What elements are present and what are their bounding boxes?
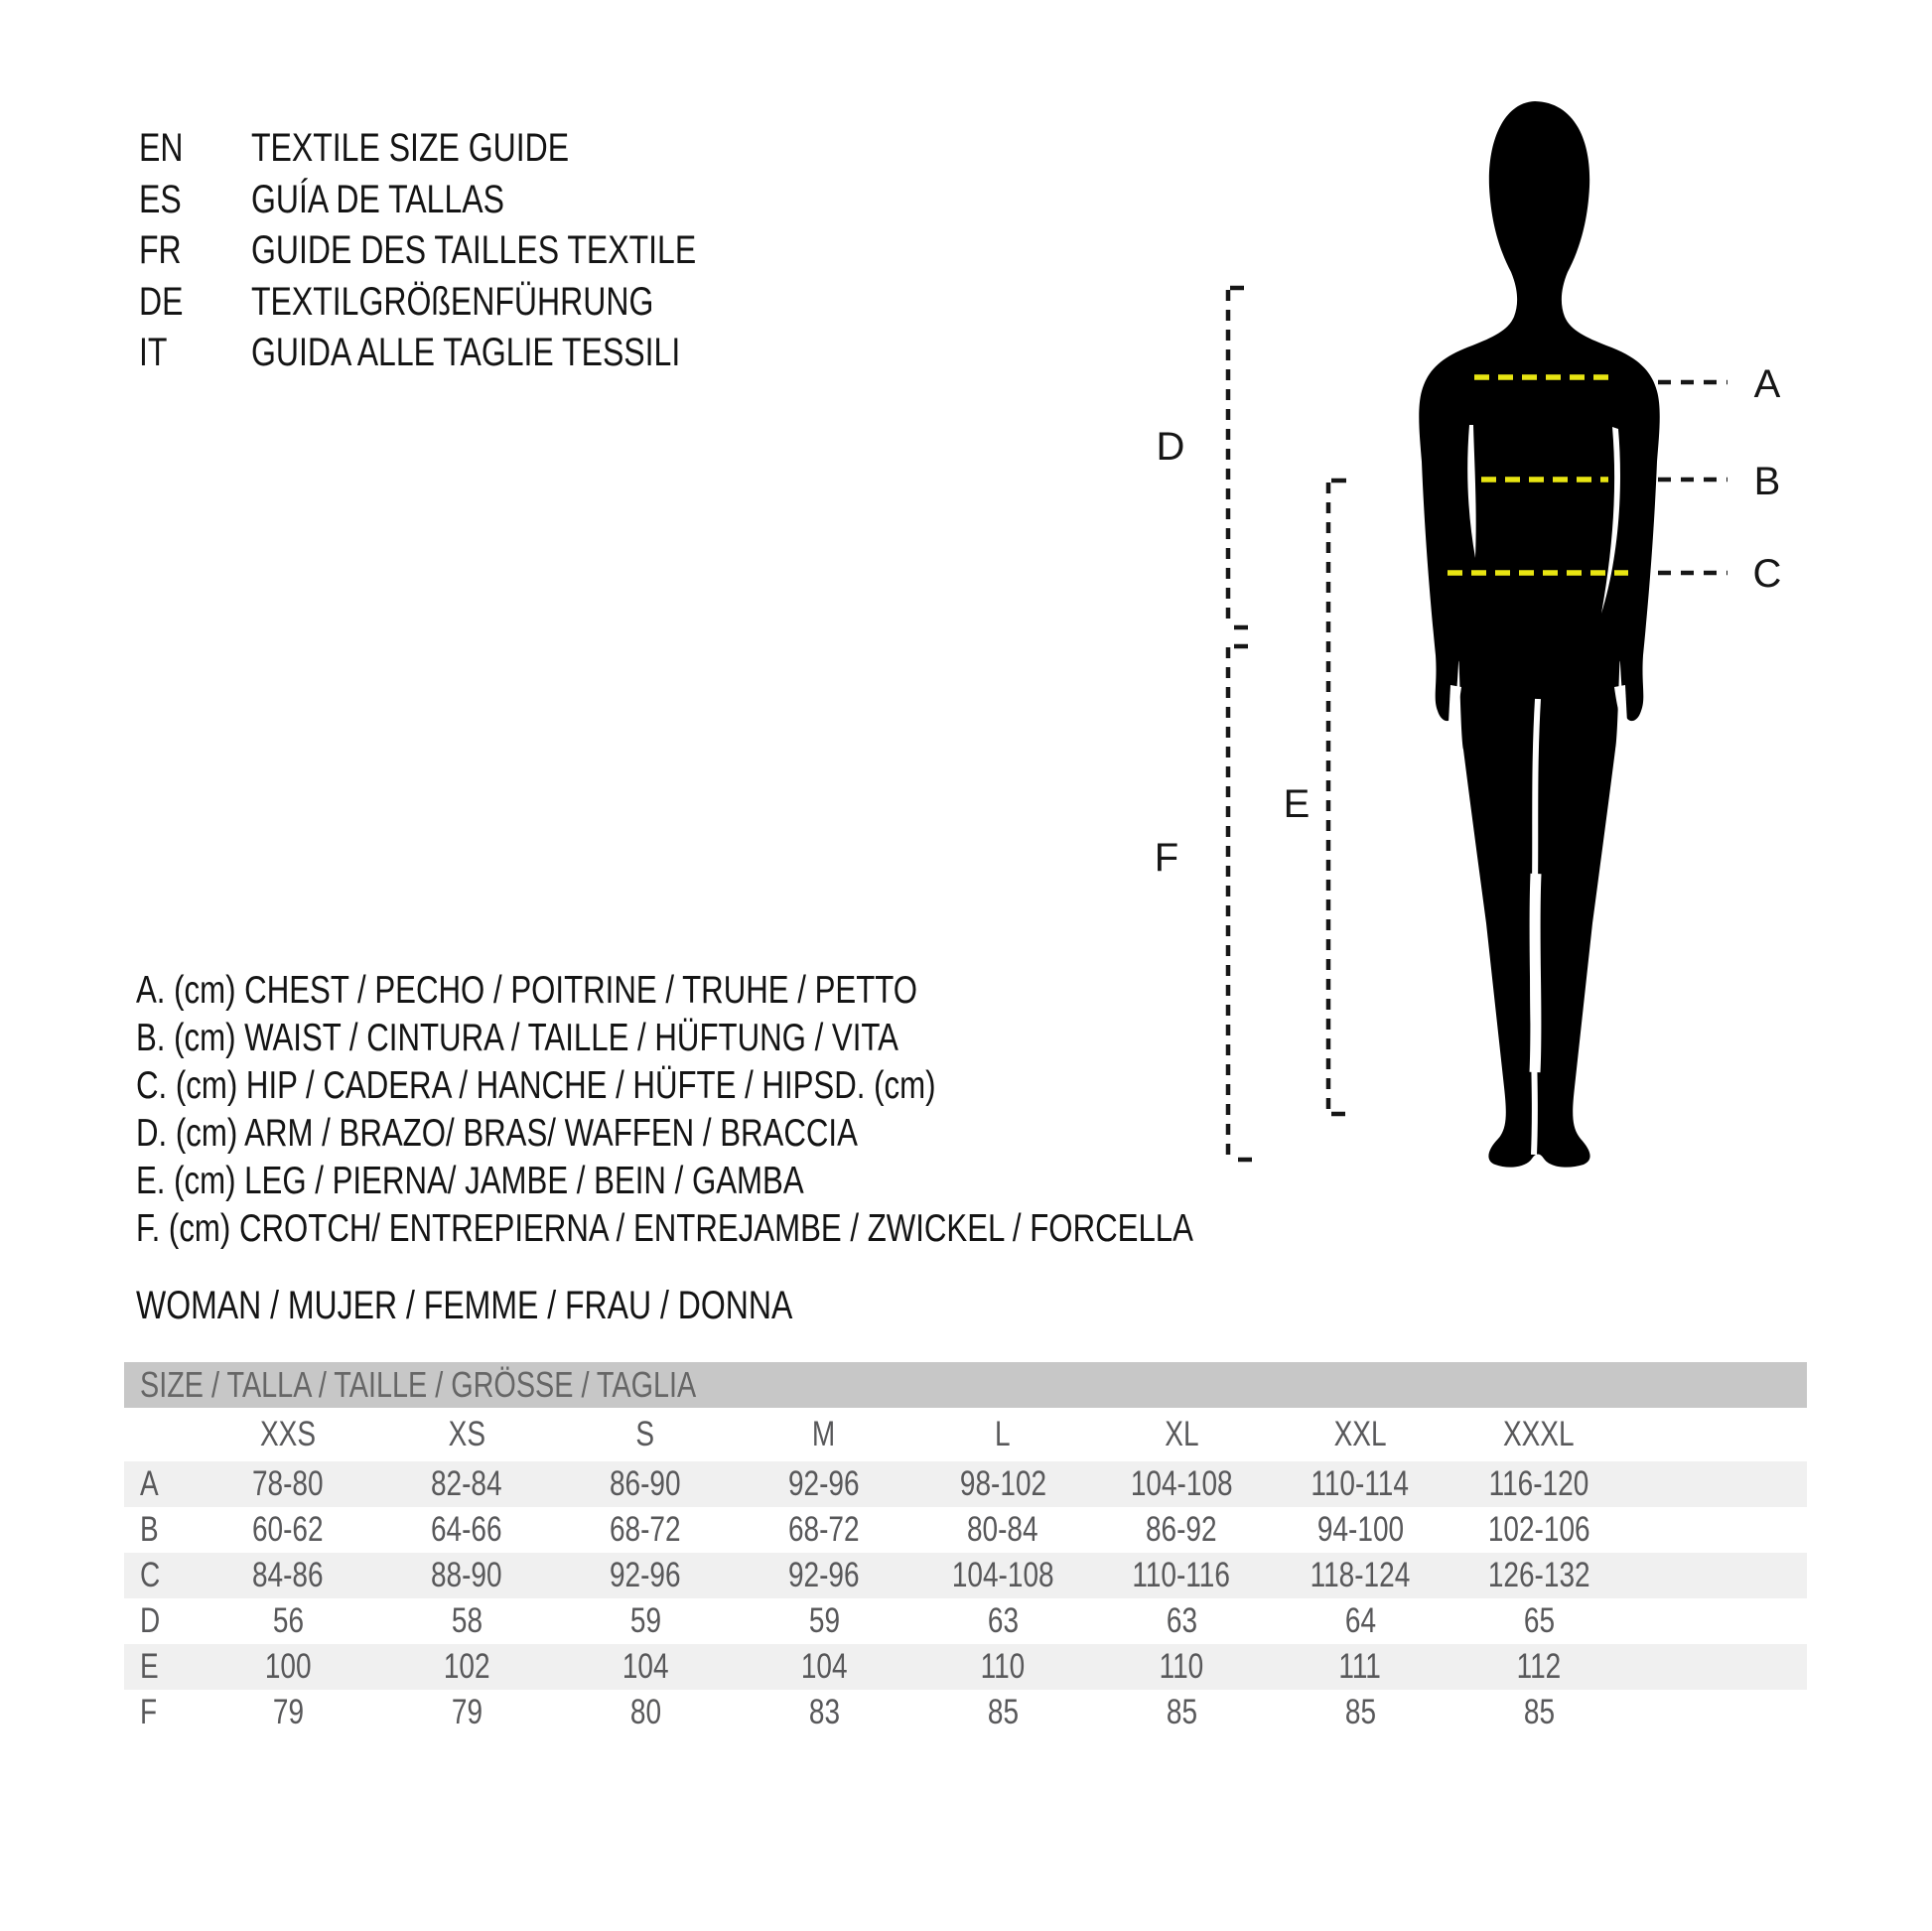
cell: 104 (800, 1647, 848, 1686)
lang-code: ES (139, 177, 182, 221)
cell: 110 (980, 1647, 1026, 1686)
leg-gap-wide (1535, 874, 1536, 1072)
cell: 92-96 (610, 1556, 681, 1594)
lang-code: IT (139, 331, 168, 374)
cell: 63 (987, 1601, 1019, 1640)
cell: 60-62 (252, 1510, 324, 1549)
measurement-legend (136, 967, 1457, 1253)
gender-heading: WOMAN / MUJER / FEMME / FRAU / DONNA (136, 1284, 793, 1327)
size-header-row (124, 1408, 1807, 1461)
col-header-m: M (812, 1415, 836, 1453)
cell: 102 (443, 1647, 490, 1686)
legend-line-c: C. (cm) HIP / CADERA / HANCHE / HÜFTE / HIPSD. (cm) (136, 1064, 936, 1107)
col-header-l: L (995, 1415, 1011, 1453)
label-chest: A (1753, 362, 1781, 406)
cell: 111 (1338, 1647, 1382, 1686)
label-crotch: F (1154, 836, 1179, 880)
title-row-es (139, 175, 807, 226)
legend-line-e: E. (cm) LEG / PIERNA/ JAMBE / BEIN / GAMBA (136, 1160, 804, 1202)
table-row-e (124, 1644, 1807, 1690)
cell: 79 (451, 1693, 483, 1731)
cell: 86-92 (1146, 1510, 1217, 1549)
table-header-label: SIZE / TALLA / TAILLE / GRÖSSE / TAGLIA (140, 1364, 697, 1405)
col-header-xs: XS (448, 1415, 485, 1453)
col-header-xxs: XXS (259, 1415, 317, 1453)
cell: 112 (1516, 1647, 1562, 1686)
title-row-en (139, 123, 807, 175)
cell: 118-124 (1310, 1556, 1411, 1594)
guide-title: GUIDE DES TAILLES TEXTILE (251, 228, 697, 272)
cell: 85 (1166, 1693, 1197, 1731)
cell: 92-96 (788, 1464, 860, 1503)
cell: 85 (1523, 1693, 1555, 1731)
size-table (124, 1362, 1807, 1735)
cell: 104-108 (1130, 1464, 1233, 1503)
cell: 85 (1344, 1693, 1376, 1731)
table-row-f (124, 1690, 1807, 1735)
label-leg: E (1283, 782, 1311, 826)
cell: 104-108 (951, 1556, 1054, 1594)
label-arm: D (1156, 425, 1185, 469)
cell: 110 (1159, 1647, 1204, 1686)
cell: 110-116 (1132, 1556, 1231, 1594)
row-label: D (140, 1601, 161, 1640)
cell: 80-84 (967, 1510, 1038, 1549)
lang-code: FR (139, 228, 182, 272)
guide-title: GUIDA ALLE TAGLIE TESSILI (251, 331, 681, 374)
cell: 58 (451, 1601, 483, 1640)
title-row-fr (139, 225, 807, 277)
label-waist: B (1753, 460, 1781, 503)
row-label: C (140, 1556, 161, 1594)
guide-title: TEXTILGRÖßENFÜHRUNG (251, 279, 654, 324)
cell: 63 (1166, 1601, 1197, 1640)
cell: 68-72 (788, 1510, 860, 1549)
cell: 84-86 (252, 1556, 324, 1594)
table-row-d (124, 1598, 1807, 1644)
title-row-it (139, 328, 807, 379)
cell: 83 (808, 1693, 840, 1731)
cell: 126-132 (1487, 1556, 1590, 1594)
table-row-a (124, 1461, 1807, 1507)
cell: 92-96 (788, 1556, 860, 1594)
col-header-xxl: XXL (1333, 1415, 1387, 1453)
row-label: A (140, 1464, 159, 1503)
col-header-xl: XL (1164, 1415, 1199, 1453)
label-hip: C (1752, 552, 1782, 596)
cell: 65 (1523, 1601, 1555, 1640)
guide-title: TEXTILE SIZE GUIDE (251, 126, 570, 170)
row-label: F (140, 1693, 158, 1731)
cell: 64-66 (431, 1510, 502, 1549)
cell: 98-102 (959, 1464, 1046, 1503)
row-label: B (140, 1510, 159, 1549)
legend-line-f: F. (cm) CROTCH/ ENTREPIERNA / ENTREJAMBE / ZWICKEL / FORCELLA (136, 1207, 1193, 1250)
cell: 86-90 (610, 1464, 681, 1503)
title-row-de (139, 277, 807, 329)
cell: 102-106 (1487, 1510, 1590, 1549)
lang-code: DE (139, 279, 184, 324)
cell: 59 (629, 1601, 661, 1640)
cell: 110-114 (1311, 1464, 1410, 1503)
col-header-s: S (635, 1415, 655, 1453)
language-title-block (139, 123, 807, 379)
cell: 64 (1344, 1601, 1376, 1640)
lang-code: EN (139, 126, 184, 170)
col-header-xxxl: XXXL (1503, 1415, 1575, 1453)
row-label: E (140, 1647, 159, 1686)
cell: 104 (621, 1647, 669, 1686)
cell: 116-120 (1488, 1464, 1589, 1503)
table-header-bar (124, 1362, 1807, 1408)
guide-title: GUÍA DE TALLAS (251, 177, 504, 221)
legend-line-b: B. (cm) WAIST / CINTURA / TAILLE / HÜFTUNG / VITA (136, 1017, 898, 1059)
table-row-c (124, 1553, 1807, 1598)
cell: 88-90 (431, 1556, 502, 1594)
legend-line-d: D. (cm) ARM / BRAZO/ BRAS/ WAFFEN / BRACCIA (136, 1112, 858, 1155)
cell: 80 (629, 1693, 661, 1731)
cell: 59 (808, 1601, 840, 1640)
cell: 94-100 (1316, 1510, 1404, 1549)
cell: 85 (987, 1693, 1019, 1731)
cell: 78-80 (252, 1464, 324, 1503)
cell: 68-72 (610, 1510, 681, 1549)
legend-line-a: A. (cm) CHEST / PECHO / POITRINE / TRUHE / PETTO (136, 969, 918, 1012)
cell: 56 (272, 1601, 304, 1640)
table-row-b (124, 1507, 1807, 1553)
cell: 82-84 (431, 1464, 502, 1503)
cell: 100 (264, 1647, 312, 1686)
cell: 79 (272, 1693, 304, 1731)
